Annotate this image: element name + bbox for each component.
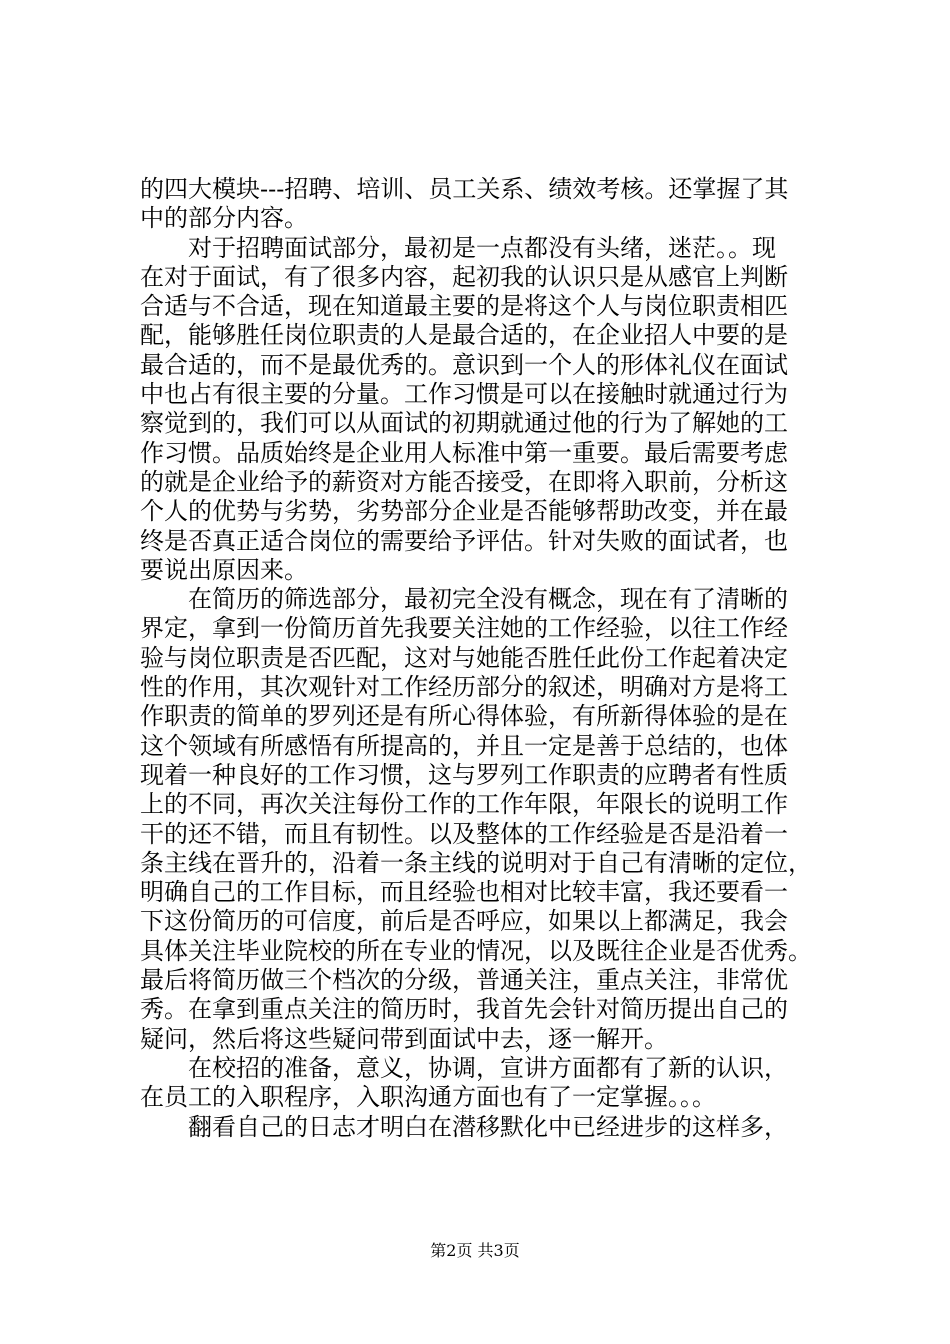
text-line: 条主线在晋升的，沿着一条主线的说明对于自己有清晰的定位， xyxy=(140,848,812,877)
text-line: 要说出原因来。 xyxy=(140,555,308,584)
text-line: 在校招的准备，意义，协调，宣讲方面都有了新的认识， xyxy=(140,1053,788,1082)
text-line: 最合适的，而不是最优秀的。意识到一个人的形体礼仪在面试 xyxy=(140,350,788,379)
text-line: 作职责的简单的罗列还是有所心得体验，有所新得体验的是在 xyxy=(140,702,788,731)
text-line: 秀。在拿到重点关注的简历时，我首先会针对简历提出自己的 xyxy=(140,995,788,1024)
text-line: 界定，拿到一份简历首先我要关注她的工作经验，以往工作经 xyxy=(140,614,788,643)
text-line: 在对于面试，有了很多内容，起初我的认识只是从感官上判断 xyxy=(140,262,788,291)
text-line: 终是否真正适合岗位的需要给予评估。针对失败的面试者，也 xyxy=(140,526,788,555)
text-line: 现着一种良好的工作习惯，这与罗列工作职责的应聘者有性质 xyxy=(140,760,788,789)
text-line: 上的不同，再次关注每份工作的工作年限，年限长的说明工作 xyxy=(140,790,788,819)
text-line: 的就是企业给予的薪资对方能否接受，在即将入职前，分析这 xyxy=(140,467,788,496)
page-number-footer: 第2页 共3页 xyxy=(430,1241,520,1260)
text-line: 具体关注毕业院校的所在专业的情况，以及既往企业是否优秀。 xyxy=(140,936,812,965)
text-line: 察觉到的，我们可以从面试的初期就通过他的行为了解她的工 xyxy=(140,409,788,438)
text-line: 对于招聘面试部分，最初是一点都没有头绪，迷茫。。现 xyxy=(140,233,776,262)
text-line: 中也占有很主要的分量。工作习惯是可以在接触时就通过行为 xyxy=(140,380,788,409)
text-line: 在简历的筛选部分，最初完全没有概念，现在有了清晰的 xyxy=(140,585,788,614)
text-line: 疑问，然后将这些疑问带到面试中去，逐一解开。 xyxy=(140,1024,668,1053)
text-line: 合适与不合适，现在知道最主要的是将这个人与岗位职责相匹 xyxy=(140,292,788,321)
document-body xyxy=(140,175,820,1142)
text-line: 干的还不错，而且有韧性。以及整体的工作经验是否是沿着一 xyxy=(140,819,788,848)
text-line: 在员工的入职程序，入职沟通方面也有了一定掌握。。。 xyxy=(140,1083,716,1112)
text-line: 个人的优势与劣势，劣势部分企业是否能够帮助改变，并在最 xyxy=(140,497,788,526)
text-line: 下这份简历的可信度，前后是否呼应，如果以上都满足，我会 xyxy=(140,907,788,936)
text-line: 中的部分内容。 xyxy=(140,204,308,233)
text-line: 作习惯。品质始终是企业用人标准中第一重要。最后需要考虑 xyxy=(140,438,788,467)
text-line: 最后将简历做三个档次的分级，普通关注，重点关注，非常优 xyxy=(140,966,788,995)
text-line: 明确自己的工作目标，而且经验也相对比较丰富，我还要看一 xyxy=(140,878,788,907)
text-line: 性的作用，其次观针对工作经历部分的叙述，明确对方是将工 xyxy=(140,673,788,702)
text-line: 配，能够胜任岗位职责的人是最合适的，在企业招人中要的是 xyxy=(140,321,788,350)
text-line: 翻看自己的日志才明白在潜移默化中已经进步的这样多， xyxy=(140,1112,788,1141)
text-line: 验与岗位职责是否匹配，这对与她能否胜任此份工作起着决定 xyxy=(140,643,788,672)
text-line: 这个领域有所感悟有所提高的，并且一定是善于总结的，也体 xyxy=(140,731,788,760)
text-line: 的四大模块---招聘、培训、员工关系、绩效考核。还掌握了其 xyxy=(140,175,789,203)
